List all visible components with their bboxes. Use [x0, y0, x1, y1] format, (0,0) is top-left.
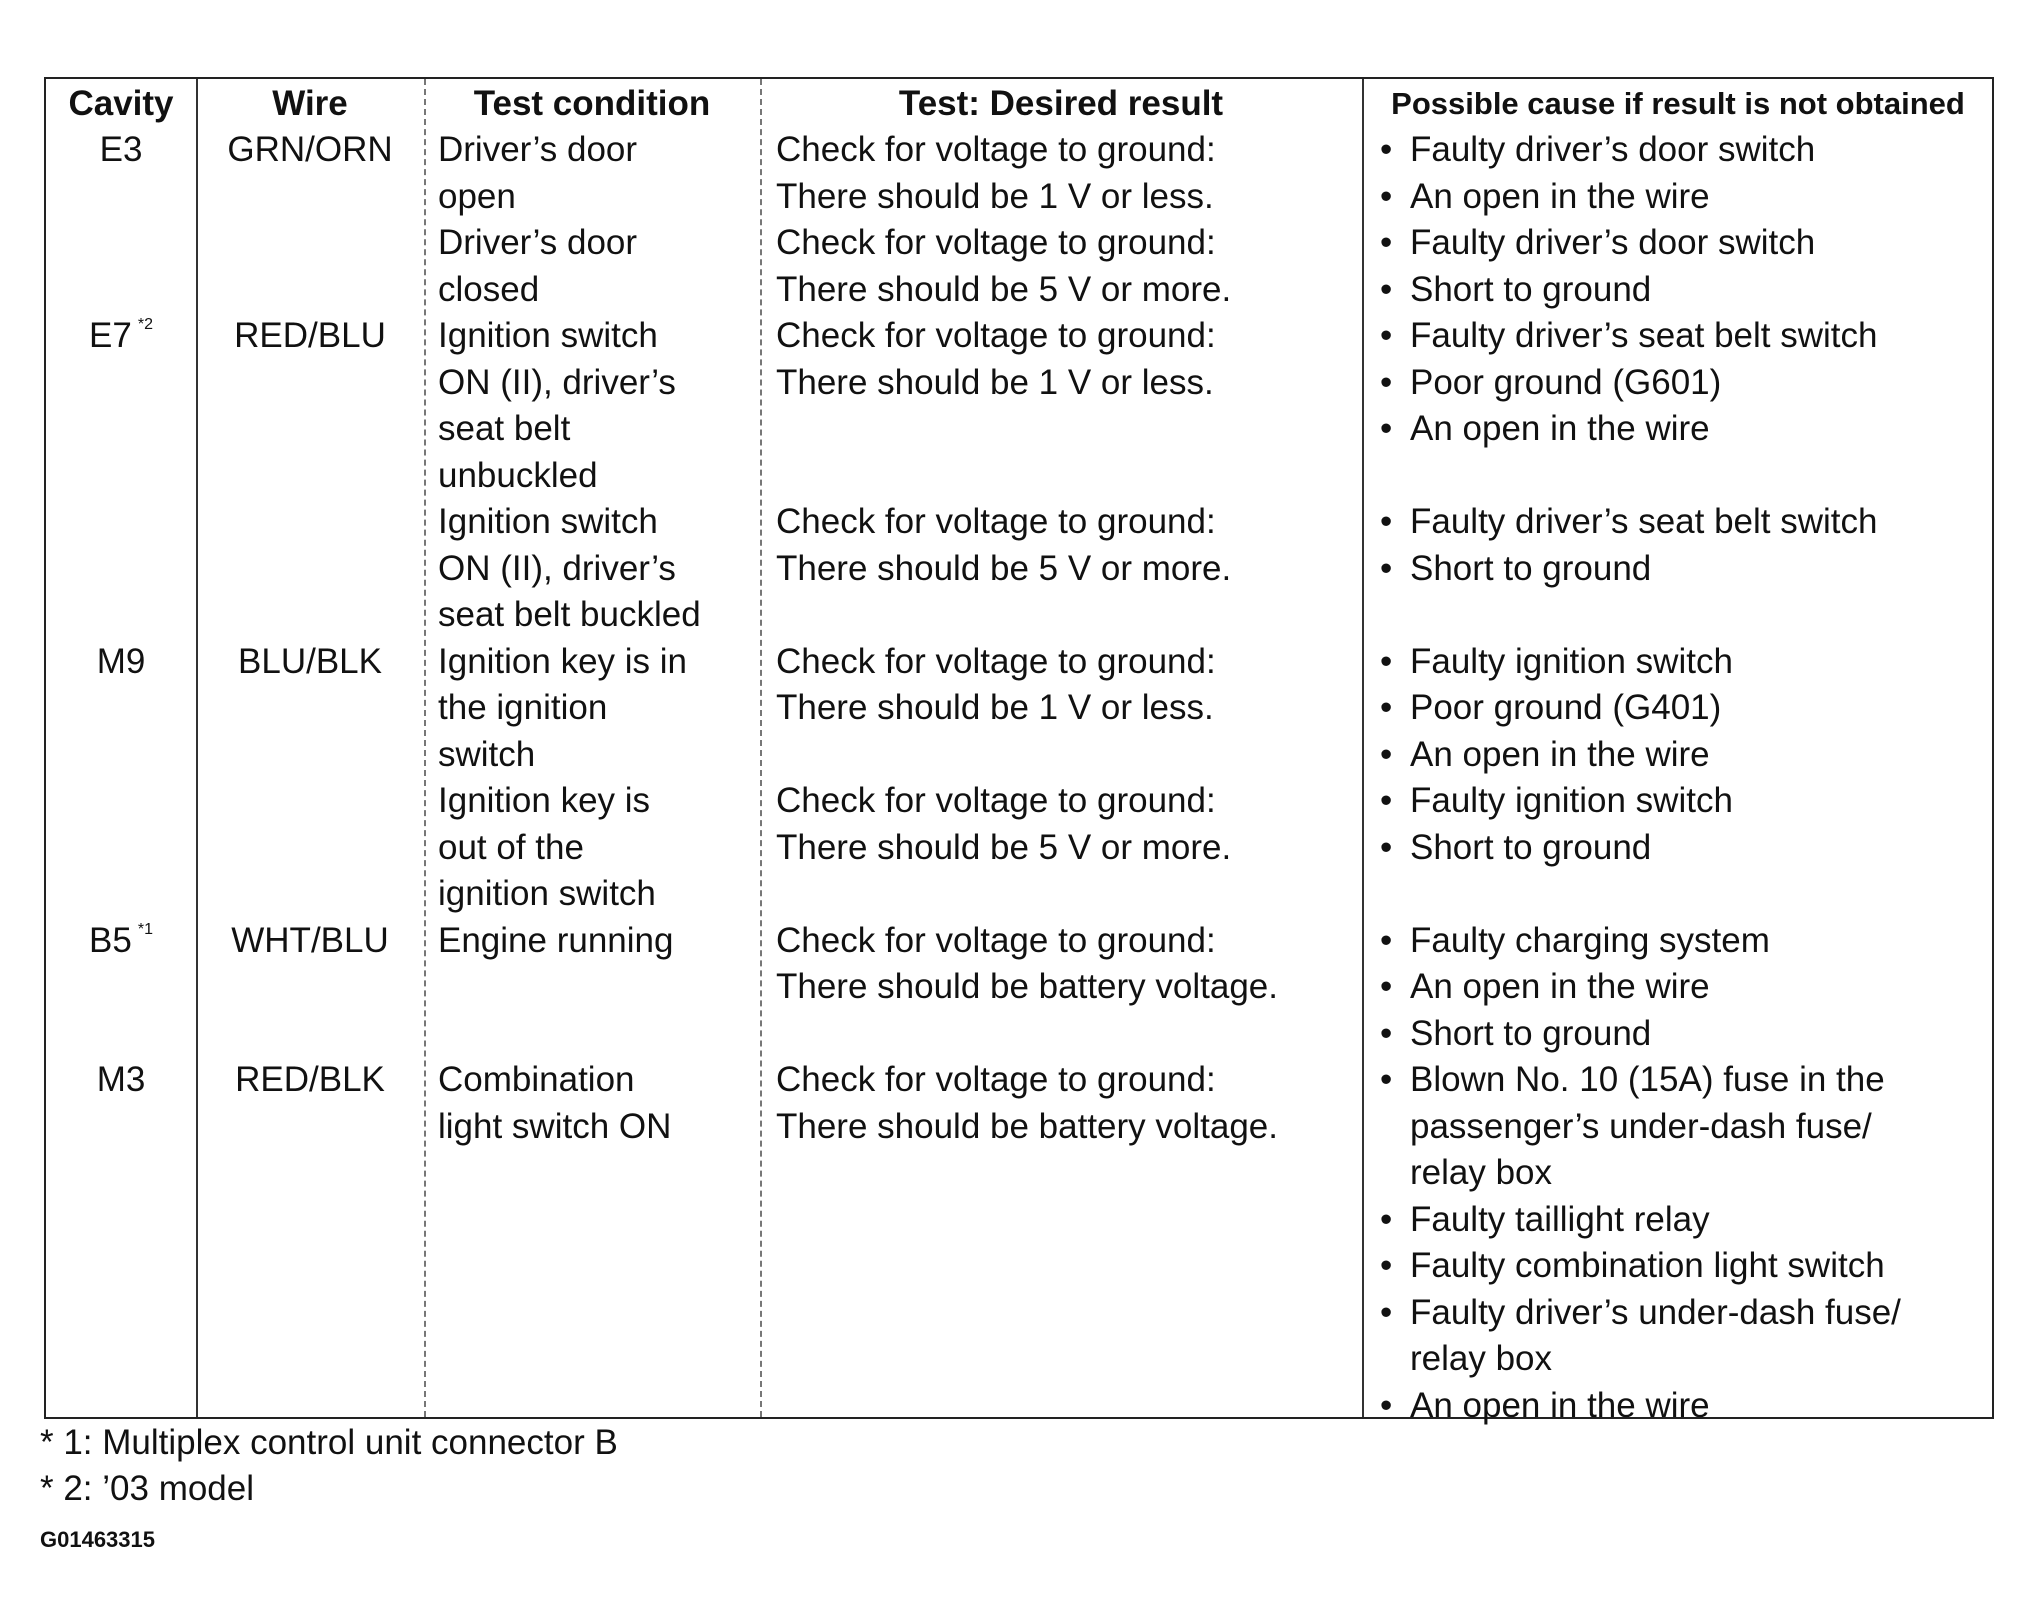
- cause-text: Faulty ignition switch: [1410, 781, 1733, 820]
- desired-result: [776, 313, 1216, 406]
- bullet-icon: •: [1380, 316, 1393, 355]
- test-condition: [438, 499, 701, 639]
- test-condition-line: ON (II), driver’s: [438, 362, 676, 402]
- header-possible-cause: Possible cause if result is not obtained: [1391, 86, 1965, 121]
- desired-result-line: Check for voltage to ground:: [776, 641, 1216, 681]
- possible-causes: [1374, 918, 1770, 1058]
- cause-item: [1374, 267, 1815, 314]
- cavity-id: E3: [99, 130, 143, 169]
- bullet-icon: •: [1380, 409, 1393, 448]
- test-condition-line: seat belt buckled: [438, 595, 701, 634]
- test-condition-line: Ignition switch: [438, 316, 658, 355]
- bullet-icon: •: [1380, 130, 1393, 169]
- column-divider: [424, 79, 426, 1417]
- cavity-cell: [46, 639, 196, 686]
- column-divider: [196, 79, 198, 1417]
- bullet-icon: •: [1380, 362, 1393, 402]
- cause-item: [1374, 825, 1733, 872]
- cause-text: relay box: [1410, 1339, 1553, 1378]
- desired-result-line: Check for voltage to ground:: [776, 502, 1216, 541]
- test-condition: [438, 778, 656, 918]
- diagnostic-table: [44, 77, 1994, 1425]
- desired-result-line: Check for voltage to ground:: [776, 316, 1216, 355]
- cause-item: [1374, 406, 1878, 453]
- cause-text: Faulty driver’s door switch: [1410, 130, 1816, 169]
- cause-item: [1374, 1011, 1770, 1058]
- cause-text: Faulty driver’s seat belt switch: [1410, 502, 1878, 541]
- cause-item: [1374, 360, 1878, 407]
- cause-item: [1374, 546, 1878, 593]
- possible-causes: [1374, 1057, 1901, 1429]
- cause-text: Short to ground: [1410, 548, 1652, 588]
- header-test-condition: Test condition: [473, 84, 711, 123]
- cavity-cell: [46, 127, 196, 174]
- desired-result-line: There should be battery voltage.: [776, 967, 1278, 1006]
- bullet-icon: •: [1380, 1385, 1393, 1425]
- desired-result-line: Check for voltage to ground:: [776, 1060, 1216, 1099]
- test-condition-line: Driver’s door: [438, 130, 638, 169]
- desired-result-line: Check for voltage to ground:: [776, 223, 1216, 262]
- desired-result: [776, 918, 1278, 1011]
- cause-text: Poor ground (G401): [1410, 688, 1722, 727]
- test-condition: [438, 313, 676, 499]
- cause-item: [1374, 1336, 1901, 1383]
- test-condition-line: seat belt: [438, 409, 571, 448]
- cause-text: An open in the wire: [1410, 734, 1710, 774]
- cause-item: [1374, 732, 1733, 779]
- cause-text: Short to ground: [1410, 827, 1652, 867]
- test-condition-line: closed: [438, 269, 540, 309]
- test-condition-line: Combination: [438, 1060, 635, 1099]
- header-desired-result: Test: Desired result: [898, 84, 1224, 123]
- test-condition: [438, 127, 637, 220]
- desired-result-line: There should be battery voltage.: [776, 1106, 1278, 1146]
- desired-result: [776, 639, 1216, 732]
- test-condition: [438, 1057, 671, 1150]
- cause-text: Faulty charging system: [1410, 920, 1770, 960]
- column-divider: [1362, 79, 1364, 1417]
- cause-item: [1374, 1383, 1901, 1430]
- cause-text: Short to ground: [1410, 1013, 1652, 1053]
- wire-color: BLU/BLK: [238, 641, 382, 681]
- cause-item: [1374, 964, 1770, 1011]
- cavity-id: M9: [96, 641, 146, 681]
- possible-causes: [1374, 127, 1815, 220]
- desired-result: [776, 778, 1231, 871]
- cause-text: passenger’s under-dash fuse/: [1410, 1106, 1872, 1146]
- cause-item: [1374, 918, 1770, 965]
- test-condition-line: Ignition switch: [438, 502, 658, 541]
- bullet-icon: •: [1380, 688, 1393, 727]
- cavity-cell: [46, 1057, 196, 1104]
- desired-result-line: There should be 5 V or more.: [776, 548, 1232, 588]
- cavity-footnote-mark: *2: [137, 316, 153, 333]
- bullet-icon: •: [1380, 920, 1393, 960]
- test-condition: [438, 220, 637, 313]
- bullet-icon: •: [1380, 641, 1393, 681]
- cause-item: [1374, 639, 1733, 686]
- test-condition-line: light switch ON: [438, 1106, 672, 1146]
- cavity-id: M3: [96, 1060, 146, 1099]
- bullet-icon: •: [1380, 1292, 1393, 1332]
- desired-result: [776, 127, 1216, 220]
- cause-item: [1374, 778, 1733, 825]
- footnote-2: * 2: ’03 model: [40, 1469, 255, 1508]
- bullet-icon: •: [1380, 1199, 1393, 1239]
- cavity-cell: [46, 918, 196, 972]
- desired-result-line: There should be 1 V or less.: [776, 688, 1214, 727]
- bullet-icon: •: [1380, 269, 1393, 309]
- cause-text: Faulty combination light switch: [1410, 1246, 1885, 1285]
- bullet-icon: •: [1380, 1246, 1393, 1285]
- bullet-icon: •: [1380, 1060, 1393, 1099]
- wire-color: WHT/BLU: [231, 920, 389, 960]
- possible-causes: [1374, 313, 1878, 453]
- test-condition-line: out of the: [438, 827, 584, 867]
- cause-text: relay box: [1410, 1153, 1553, 1192]
- test-condition-line: ON (II), driver’s: [438, 548, 676, 588]
- cause-text: Short to ground: [1410, 269, 1652, 309]
- cavity-footnote-mark: *1: [137, 920, 153, 938]
- cause-item: [1374, 499, 1878, 546]
- footnote-1: * 1: Multiplex control unit connector B: [40, 1423, 618, 1462]
- test-condition-line: unbuckled: [438, 455, 598, 495]
- bullet-icon: •: [1380, 223, 1393, 262]
- desired-result-line: Check for voltage to ground:: [776, 781, 1216, 820]
- figure-code: G01463315: [40, 1527, 155, 1552]
- desired-result-line: There should be 1 V or less.: [776, 362, 1214, 402]
- possible-causes: [1374, 499, 1878, 592]
- cause-item: [1374, 1057, 1901, 1104]
- cause-item: [1374, 127, 1815, 174]
- cause-item: [1374, 1290, 1901, 1337]
- cause-text: An open in the wire: [1410, 176, 1710, 216]
- cause-text: Faulty taillight relay: [1410, 1199, 1710, 1239]
- cause-item: [1374, 685, 1733, 732]
- test-condition-line: Driver’s door: [438, 223, 638, 262]
- test-condition-line: the ignition: [438, 688, 608, 727]
- cause-text: An open in the wire: [1410, 967, 1710, 1006]
- desired-result-line: There should be 1 V or less.: [776, 176, 1214, 216]
- cavity-id: E7: [89, 316, 132, 355]
- header-cavity: Cavity: [68, 84, 174, 123]
- cause-item: [1374, 1150, 1901, 1197]
- possible-causes: [1374, 639, 1733, 779]
- bullet-icon: •: [1380, 781, 1393, 820]
- test-condition-line: switch: [438, 734, 536, 774]
- cavity-cell: [46, 313, 196, 367]
- desired-result-line: There should be 5 V or more.: [776, 269, 1232, 309]
- bullet-icon: •: [1380, 176, 1393, 216]
- cavity-id: B5: [89, 920, 132, 960]
- cause-item: [1374, 220, 1815, 267]
- test-condition-line: Ignition key is: [438, 781, 651, 820]
- cause-text: Faulty driver’s seat belt switch: [1410, 316, 1878, 355]
- bullet-icon: •: [1380, 1013, 1393, 1053]
- bullet-icon: •: [1380, 967, 1393, 1006]
- test-condition: [438, 639, 687, 779]
- test-condition-line: open: [438, 176, 516, 216]
- bullet-icon: •: [1380, 548, 1393, 588]
- cause-text: Blown No. 10 (15A) fuse in the: [1410, 1060, 1885, 1099]
- desired-result-line: There should be 5 V or more.: [776, 827, 1232, 867]
- cause-item: [1374, 313, 1878, 360]
- cause-text: Faulty ignition switch: [1410, 641, 1733, 681]
- cause-item: [1374, 174, 1815, 221]
- wire-color: GRN/ORN: [227, 130, 393, 169]
- wire-color: RED/BLU: [234, 316, 386, 355]
- header-wire: Wire: [272, 84, 348, 123]
- test-condition-line: Ignition key is in: [438, 641, 688, 681]
- cause-text: An open in the wire: [1410, 409, 1710, 448]
- cause-item: [1374, 1104, 1901, 1151]
- test-condition-line: Engine running: [438, 920, 674, 960]
- bullet-icon: •: [1380, 502, 1393, 541]
- bullet-icon: •: [1380, 734, 1393, 774]
- desired-result: [776, 220, 1231, 313]
- cause-text: Faulty driver’s under-dash fuse/: [1410, 1292, 1901, 1332]
- desired-result: [776, 1057, 1278, 1150]
- cause-text: Faulty driver’s door switch: [1410, 223, 1816, 262]
- bullet-icon: •: [1380, 827, 1393, 867]
- cause-item: [1374, 1197, 1901, 1244]
- possible-causes: [1374, 778, 1733, 871]
- column-divider: [760, 79, 762, 1417]
- wire-color: RED/BLK: [235, 1060, 385, 1099]
- test-condition-line: ignition switch: [438, 874, 656, 913]
- cause-item: [1374, 1243, 1901, 1290]
- cause-text: An open in the wire: [1410, 1385, 1710, 1425]
- cause-text: Poor ground (G601): [1410, 362, 1722, 402]
- desired-result-line: Check for voltage to ground:: [776, 130, 1216, 169]
- possible-causes: [1374, 220, 1815, 313]
- test-condition: [438, 918, 673, 965]
- desired-result: [776, 499, 1231, 592]
- desired-result-line: Check for voltage to ground:: [776, 920, 1216, 960]
